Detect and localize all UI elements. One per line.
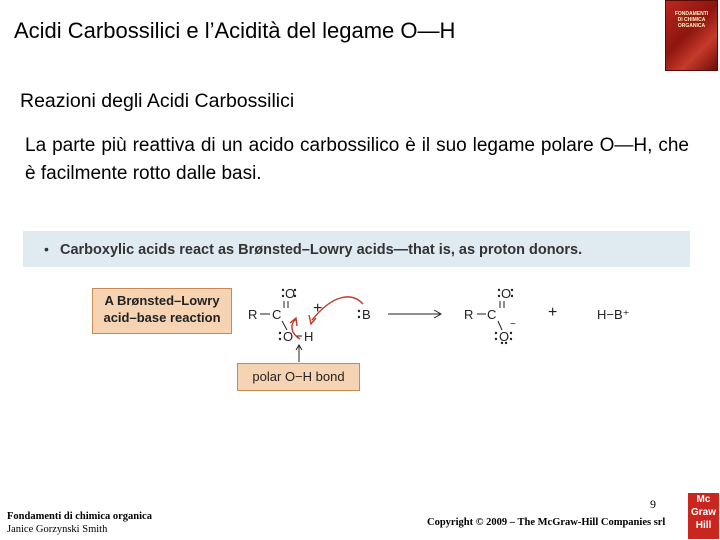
mcgraw-hill-logo	[688, 493, 719, 539]
cover-title-line: DI CHIMICA	[677, 17, 706, 23]
cover-title-line: FONDAMENTI	[674, 11, 709, 17]
cover-title-line: ORGANICA	[677, 23, 706, 29]
logo-line: Mc	[696, 494, 711, 505]
bond-label: polar O−H bond	[252, 369, 345, 384]
slide-subtitle: Reazioni degli Acidi Carbossilici	[20, 90, 295, 112]
conjugate-acid: H−B⁺	[597, 307, 630, 322]
atom-o-top: O	[285, 286, 296, 301]
plus-sign: +	[548, 304, 558, 321]
figure-bullet-text: Carboxylic acids react as Brønsted–Lowry acids—that is, as proton donors.	[60, 242, 583, 258]
footer-copyright: Copyright © 2009 – The McGraw-Hill Companies srl	[427, 517, 666, 528]
base-b: B	[362, 307, 371, 322]
logo-line: Hill	[695, 520, 712, 531]
reaction-label-line: A Brønsted–Lowry	[104, 293, 220, 308]
plus-sign: +	[313, 300, 323, 317]
atom-o-top: O	[501, 286, 512, 301]
atom-r: R	[464, 307, 474, 322]
negative-charge: −	[510, 319, 516, 330]
reaction-label-line: acid–base reaction	[103, 310, 221, 325]
atom-c: C	[272, 307, 282, 322]
atom-c: C	[487, 307, 497, 322]
atom-r: R	[248, 307, 258, 322]
atom-o-bottom: O	[283, 329, 294, 344]
page-number: 9	[650, 497, 656, 511]
atom-o-bottom: O	[499, 329, 510, 344]
bullet-icon: •	[44, 241, 49, 257]
slide-title: Acidi Carbossilici e l’Acidità del legame O—H	[14, 18, 456, 43]
footer-author: Janice Gorzynski Smith	[7, 524, 108, 535]
atom-h: H	[304, 329, 314, 344]
logo-line: Graw	[690, 507, 716, 518]
footer-book-title: Fondamenti di chimica organica	[7, 511, 152, 522]
body-paragraph: La parte più reattiva di un acido carbossilico è il suo legame polare O—H, che è facilmente rotto dalle basi.	[25, 135, 689, 184]
